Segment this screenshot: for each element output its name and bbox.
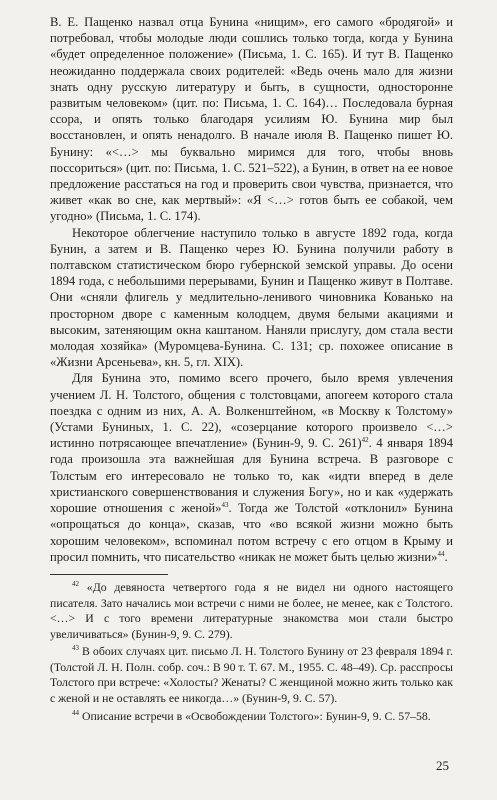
main-text <box>50 14 453 565</box>
footnote-number: 44 <box>72 708 79 717</box>
footnote-ref: 42 <box>361 436 369 445</box>
footnote <box>50 644 453 706</box>
footnote-text: Описание встречи в «Освобождении Толстого»: Бунин-9, 9. С. 57–58. <box>81 708 431 723</box>
footnote-number: 42 <box>72 579 79 588</box>
footnote <box>50 580 453 642</box>
footnote-divider <box>50 574 168 575</box>
footnote-text: «До девяноста четвертого года я не видел ни одного настоящего писателя. Зато начались мои встречи с ними не более, не менее, как с Толстого. <…> И с того времени литературные знакомства мои стали быстро увеличиваться» (Бунин-9, 9. С. 279). <box>50 579 454 641</box>
paragraph-text: . Тогда же Толстой «отклонил» Бунина «опрощаться до конца», сказав, что «во всякой жизни можно быть хорошим человеком», вспоминал потом встречу с его отцом в Крыму и просил помнить, что писательство «никак не может быть целью жизни» <box>50 501 454 564</box>
paragraph: В. Е. Пащенко назвал отца Бунина «нищим», его самого «бродягой» и потребовал, чтобы молодые люди сошлись только тогда, когда у Бунина «будет определенное положение» (Письма, 1. С. 165). И тут В. Пащенко неожиданно поддержала своих родителей: «Ведь очень мало для жизни знать одну русскую литературу и быть, в сущности, односторонне развитым человеком» (цит. по: Письма, 1. С. 164)… Последовала бурная ссора, и опять только благодаря усилиям Ю. Бунина мир был восстановлен, и опять ненадолго. В начале июля В. Пащенко пишет Ю. Бунину: «<…> мы буквально миримся для того, чтобы вновь поссориться» (цит. по: Письма, 1. С. 521–522), а Бунин, в ответ на ее новое предложение расстаться на год и проверить свои чувства, признается, что живет «как во сне, как мертвый»: «Я <…> готов быть ее собакой, чем угодно» (Письма, 1. С. 174). <box>50 15 453 224</box>
footnote-text: В обоих случаях цит. письмо Л. Н. Толстого Бунину от 23 февраля 1894 г. (Толстой Л. Н. Полн. собр. соч.: В 90 т. Т. 67. М., 1955. С. 48–49). Ср. расспросы Толстого при встрече: «Холосты? Женаты? С женщиной можно жить только как с женой и не оставлять ее никогда…» (Бунин-9, 9. С. 57). <box>50 644 454 706</box>
footnotes <box>50 580 453 724</box>
footnote-ref: 43 <box>221 501 229 510</box>
paragraph: Некоторое облегчение наступило только в августе 1892 года, когда Бунин, а затем и В. Пащенко через Ю. Бунина получили работу в полтавском статистическом бюро губернской земской управы. До осени 1894 года, с небольшими перерывами, Бунин и Пащенко живут в Полтаве. Они «сняли флигель у медлительно-ленивого чиновника Кованько на просторном дворе с каменным колодцем, двумя белыми акациями и высоким, затеняющим окна каштаном. Наняли прислугу, дом стала вести молодая хозяйка» (Муромцева-Бунина. С. 131; ср. похожее описание в «Жизни Арсеньева», кн. 5, гл. XIX). <box>50 225 453 370</box>
paragraph-text: . 4 января 1894 года произошла эта важнейшая для Бунина встреча. В разговоре с Толстым его интересовало не только то, как «идти вперед в деле христианского совершенствования и служения Богу», но и как «удержать хорошие отношения с женой» <box>50 436 454 516</box>
footnote-ref: 44 <box>437 549 445 558</box>
paragraph <box>50 370 453 564</box>
paragraph-text: Для Бунина это, помимо всего прочего, было время увлечения учением Л. Н. Толстого, общения с толстовцами, апогеем которого стала поездка с одним из них, А. А. Волкенштейном, «в Москву к Толстому» (Устами Буниных, 1. С. 22), «созерцание которого произвело <…> истинно потрясающее впечатление» (Бунин-9, 9. С. 261) <box>50 371 453 451</box>
footnote <box>50 709 453 725</box>
page-number: 25 <box>436 758 449 773</box>
footnote-number: 43 <box>72 644 79 653</box>
paragraph-text: . <box>444 549 448 564</box>
